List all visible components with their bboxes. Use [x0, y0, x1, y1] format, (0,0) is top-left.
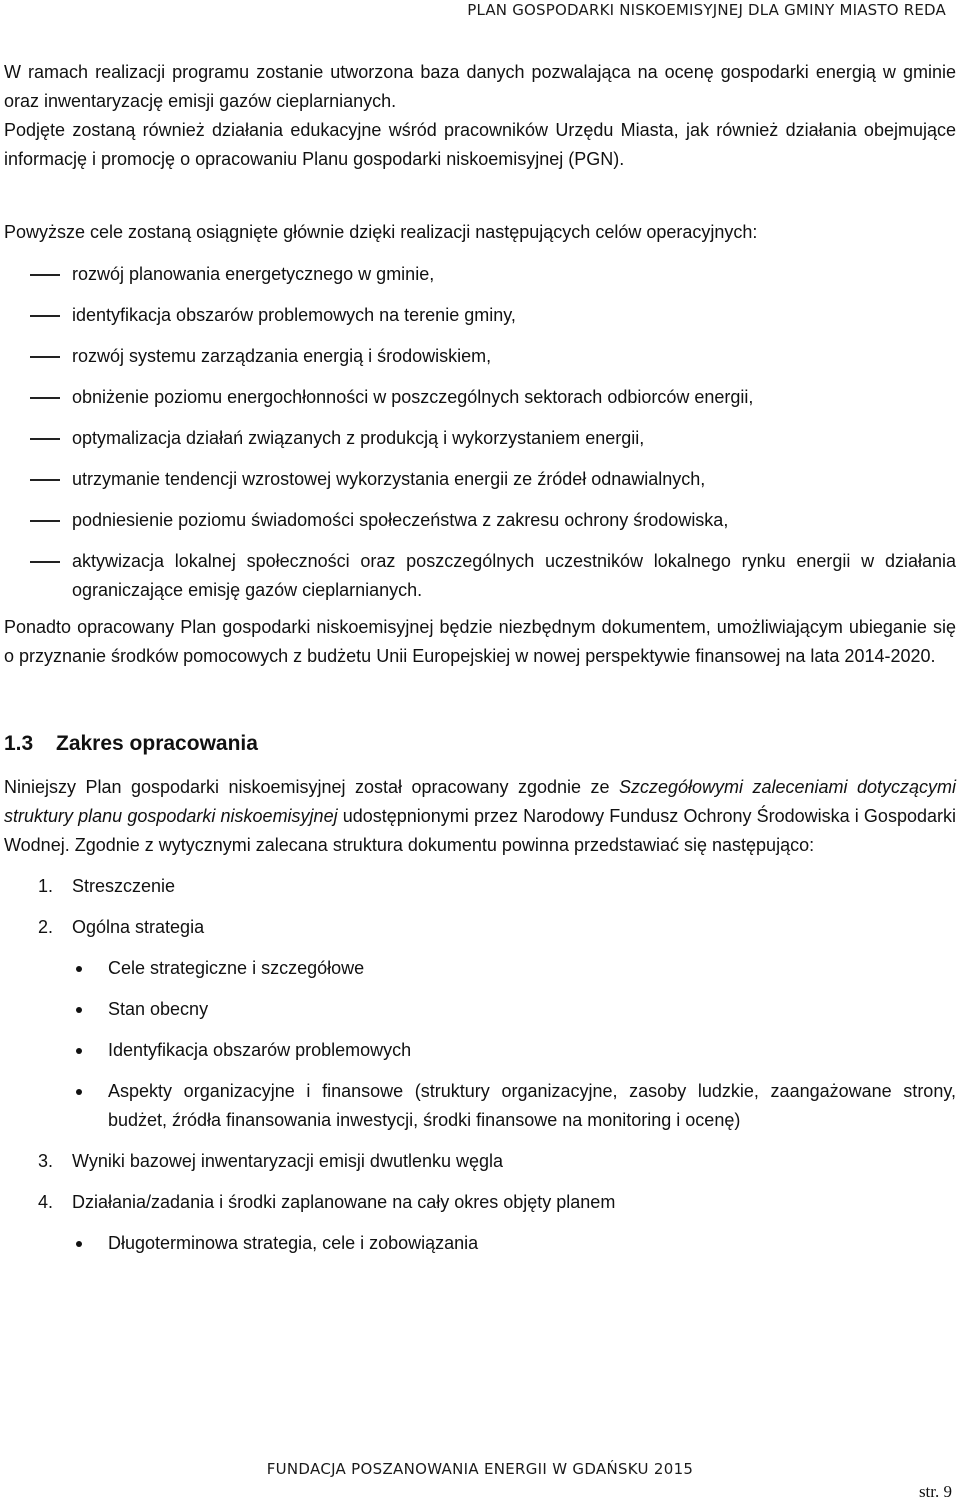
list-item: aktywizacja lokalnej społeczności oraz poszczególnych uczestników lokalnego rynku energii w działania ograniczające emisję gazów cieplarnianych. — [4, 547, 956, 605]
structure-list — [4, 872, 956, 1258]
operational-goals-list — [4, 260, 956, 605]
bullet-icon — [76, 966, 82, 972]
structure-item: 2. Ogólna strategia — [38, 917, 205, 937]
structure-sublist — [4, 954, 956, 1135]
paragraph-scope: Niniejszy Plan gospodarki niskoemisyjnej został opracowany zgodnie ze Szczegółowymi zaleceniami dotyczącymi struktury planu gospodarki niskoemisyjnej udostępnionymi przez Narodowy Fundusz Ochrony Środowiska i Gospodarki Wodnej. Zgodnie z wytycznymi zalecana struktura dokumentu powinna przedstawiać się następująco: — [4, 777, 956, 855]
dash-bullet-icon — [30, 274, 60, 276]
guidelines-title: Szczegółowymi zaleceniami dotyczącymi struktury planu gospodarki niskoemisyjnej — [4, 777, 956, 826]
page-number: str. 9 — [918, 1482, 952, 1501]
dash-bullet-icon — [30, 315, 60, 317]
dash-bullet-icon — [30, 438, 60, 440]
structure-item: 3. Wyniki bazowej inwentaryzacji emisji dwutlenku węgla — [38, 1151, 504, 1171]
list-item: podniesienie poziomu świadomości społeczeństwa z zakresu ochrony środowiska, — [4, 506, 956, 535]
page-header: PLAN GOSPODARKI NISKOEMISYJNEJ DLA GMINY MIASTO REDA — [467, 1, 946, 19]
list-item: Aspekty organizacyjne i finansowe (struktury organizacyjne, zasoby ludzkie, zaangażowane strony, budżet, źródła finansowania inwestycji, środki finansowe na monitoring i ocenę) — [4, 1077, 956, 1135]
paragraph-database: W ramach realizacji programu zostanie utworzona baza danych pozwalająca na ocenę gospodarki energią w gminie oraz inwentaryzację emisji gazów cieplarnianych. — [4, 62, 956, 111]
structure-sublist — [4, 1229, 956, 1258]
document-body — [4, 58, 956, 1270]
structure-item: 1. Streszczenie — [38, 876, 176, 896]
bullet-icon — [76, 1241, 82, 1247]
bullet-icon — [76, 1089, 82, 1095]
list-item: optymalizacja działań związanych z produkcją i wykorzystaniem energii, — [4, 424, 956, 453]
page-footer: FUNDACJA POSZANOWANIA ENERGII W GDAŃSKU 2015 — [266, 1460, 694, 1478]
list-item: identyfikacja obszarów problemowych na terenie gminy, — [4, 301, 956, 330]
list-item: Cele strategiczne i szczegółowe — [4, 954, 956, 983]
section-number: 1.3 — [4, 732, 34, 755]
paragraph-goals-intro: Powyższe cele zostaną osiągnięte głównie dzięki realizacji następujących celów operacyjnych: — [4, 222, 758, 242]
dash-bullet-icon — [30, 397, 60, 399]
list-item: Stan obecny — [4, 995, 956, 1024]
dash-bullet-icon — [30, 479, 60, 481]
list-item: utrzymanie tendencji wzrostowej wykorzystania energii ze źródeł odnawialnych, — [4, 465, 956, 494]
dash-bullet-icon — [30, 356, 60, 358]
list-item: Długoterminowa strategia, cele i zobowiązania — [4, 1229, 956, 1258]
list-item: Identyfikacja obszarów problemowych — [4, 1036, 956, 1065]
bullet-icon — [76, 1007, 82, 1013]
bullet-icon — [76, 1048, 82, 1054]
list-item: obniżenie poziomu energochłonności w poszczególnych sektorach odbiorców energii, — [4, 383, 956, 412]
dash-bullet-icon — [30, 520, 60, 522]
paragraph-funding: Ponadto opracowany Plan gospodarki niskoemisyjnej będzie niezbędnym dokumentem, umożliwiającym ubieganie się o przyznanie środków pomocowych z budżetu Unii Europejskiej w nowej perspektywie finansowej na lata 2014-2020. — [4, 617, 956, 666]
dash-bullet-icon — [30, 561, 60, 563]
paragraph-education: Podjęte zostaną również działania edukacyjne wśród pracowników Urzędu Miasta, jak również działania obejmujące informację i promocję o opracowaniu Planu gospodarki niskoemisyjnej (PGN). — [4, 120, 956, 169]
structure-item: 4. Działania/zadania i środki zaplanowane na cały okres objęty planem — [38, 1192, 616, 1212]
list-item: rozwój systemu zarządzania energią i środowiskiem, — [4, 342, 956, 371]
section-title: Zakres opracowania — [56, 732, 258, 755]
section-heading — [4, 729, 956, 759]
list-item: rozwój planowania energetycznego w gminie, — [4, 260, 956, 289]
